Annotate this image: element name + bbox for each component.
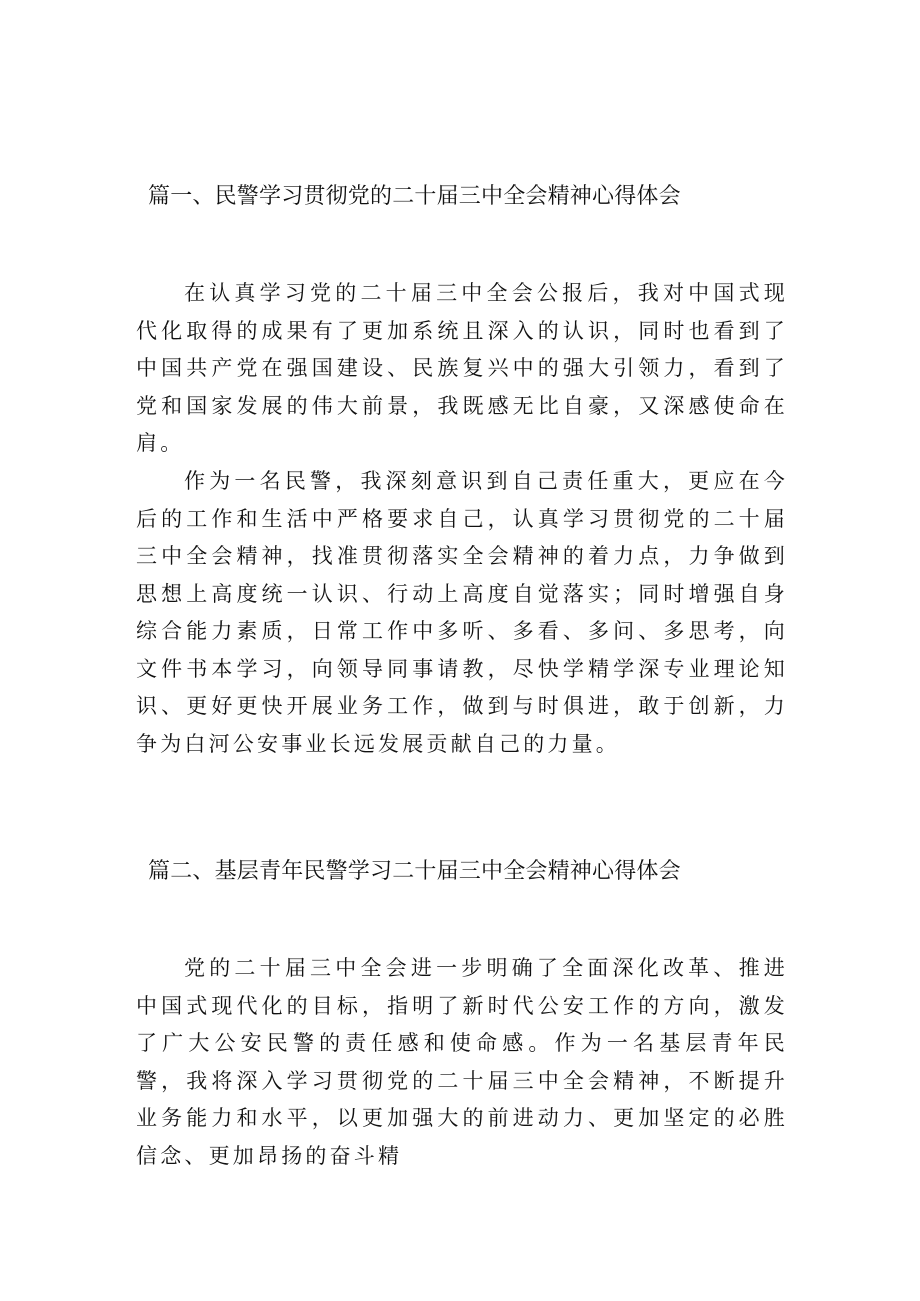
section-1-paragraph-1: 在认真学习党的二十届三中全会公报后，我对中国式现代化取得的成果有了更加系统且深入的认识，同时也看到了中国共产党在强国建设、民族复兴中的强大引领力，看到了党和国家发展的伟大前景，我既感无比自豪，又深感使命在肩。 [136,281,788,455]
section-1-paragraph-2: 作为一名民警，我深刻意识到自己责任重大，更应在今后的工作和生活中严格要求自己，认真学习贯彻党的二十届三中全会精神，找准贯彻落实全会精神的着力点，力争做到思想上高度统一认识、行动上高度自觉落实；同时增强自身综合能力素质，日常工作中多听、多看、多问、多思考，向文件书本学习，向领导同事请教，尽快学精学深专业理论知识、更好更快开展业务工作，做到与时俱进，敢于创新，力争为白河公安事业长远发展贡献自己的力量。 [136,469,788,756]
section-2-paragraph-1: 党的二十届三中全会进一步明确了全面深化改革、推进中国式现代化的目标，指明了新时代公安工作的方向，激发了广大公安民警的责任感和使命感。作为一名基层青年民警，我将深入学习贯彻党的二十届三中全会精神，不断提升业务能力和水平，以更加强大的前进动力、更加坚定的必胜信念、更加昂扬的奋斗精 [136,956,788,1168]
section-2-heading: 篇二、基层青年民警学习二十届三中全会精神心得体会 [148,859,681,884]
section-1-heading: 篇一、民警学习贯彻党的二十届三中全会精神心得体会 [148,184,681,209]
